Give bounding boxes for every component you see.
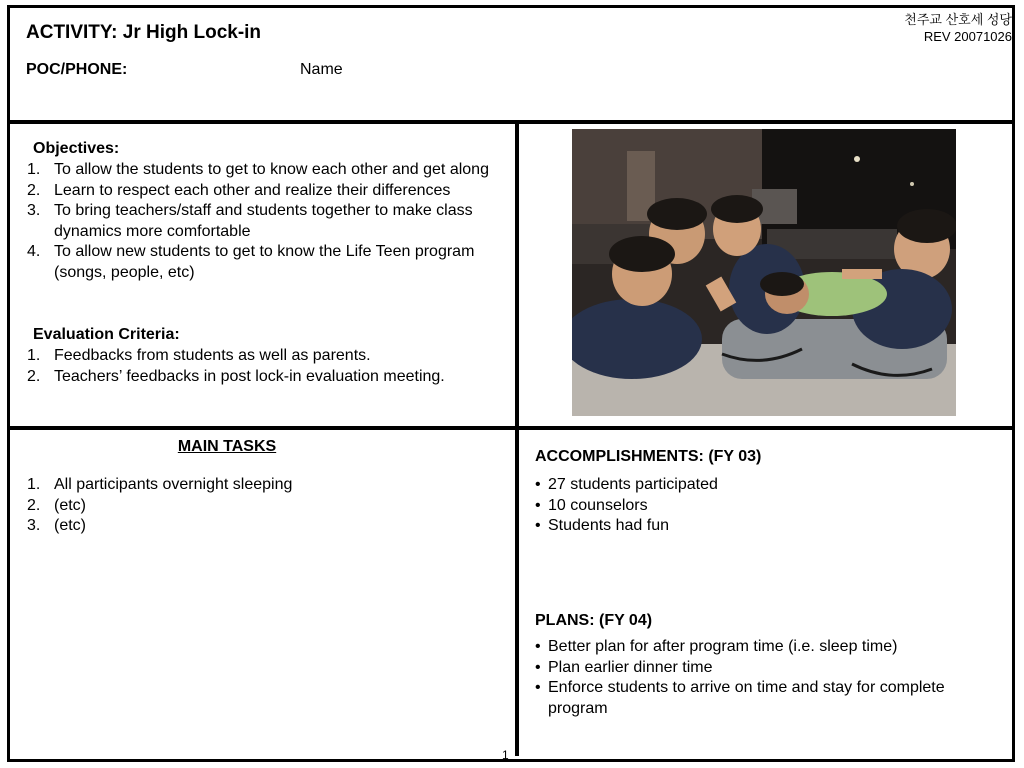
plans-section — [535, 611, 995, 719]
main-tasks-section — [27, 475, 505, 537]
list-item: • Better plan for after program time (i.e. sleep time) — [535, 637, 995, 658]
revision-label: REV 20071026 — [923, 29, 1012, 44]
list-item: 1. Feedbacks from students as well as parents. — [27, 347, 371, 364]
org-name: 천주교 산호세 성당 — [904, 12, 1012, 27]
list-item: 1. To allow the students to get to know each other and get along — [27, 161, 489, 178]
list-item: • Enforce students to arrive on time and stay for complete program — [535, 678, 995, 719]
list-item: • 27 students participated — [535, 475, 995, 496]
evaluation-list — [27, 346, 505, 387]
poc-phone-label: POC/PHONE: — [26, 61, 128, 78]
list-item: • 10 counselors — [535, 496, 995, 517]
objectives-section — [27, 139, 505, 283]
main-tasks-list — [27, 475, 505, 537]
list-item: 3. To bring teachers/staff and students together to make class dynamics more comfortable — [27, 202, 473, 240]
middle-divider — [7, 426, 1015, 430]
plans-heading: PLANS: (FY 04) — [535, 612, 653, 629]
main-tasks-heading: MAIN TASKS — [177, 438, 277, 455]
header-corner-info — [904, 11, 1012, 45]
evaluation-section — [27, 325, 505, 387]
list-item: 2. Teachers’ feedbacks in post lock-in evaluation meeting. — [27, 367, 445, 385]
header-divider — [7, 120, 1015, 124]
plans-list — [535, 637, 995, 719]
page-number: 1 — [502, 748, 509, 762]
accomplishments-section — [535, 447, 995, 537]
list-item: 1. All participants overnight sleeping — [27, 476, 293, 493]
group-photo — [572, 129, 956, 416]
list-item: 2. Learn to respect each other and realize their differences — [27, 181, 451, 199]
accomplishments-heading: ACCOMPLISHMENTS: (FY 03) — [535, 448, 762, 465]
accomplishments-list — [535, 475, 995, 537]
activity-title: ACTIVITY: Jr High Lock-in — [26, 22, 262, 43]
poc-name: Name — [300, 61, 343, 78]
list-item: • Students had fun — [535, 516, 995, 537]
list-item: 4. To allow new students to get to know the Life Teen program (songs, people, etc) — [27, 243, 475, 281]
list-item: 2. (etc) — [27, 496, 86, 514]
list-item: 3. (etc) — [27, 517, 86, 534]
evaluation-heading: Evaluation Criteria: — [33, 326, 180, 343]
objectives-list — [27, 160, 505, 283]
column-divider — [515, 120, 519, 756]
objectives-heading: Objectives: — [33, 140, 120, 157]
list-item: • Plan earlier dinner time — [535, 658, 995, 679]
